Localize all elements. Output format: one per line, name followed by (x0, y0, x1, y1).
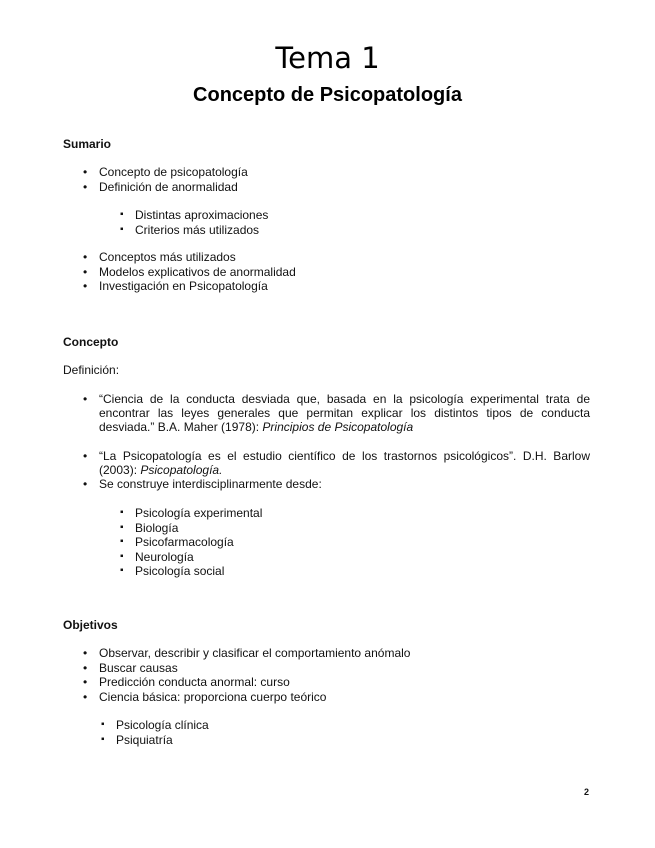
list-item: ▪ Psicología clínica (116, 718, 209, 733)
quote-source: Psicopatología. (140, 463, 223, 477)
list-item: ▪ Biología (135, 521, 262, 536)
objetivos-heading: Objetivos (63, 618, 118, 632)
sumario-sublist (135, 208, 268, 237)
quote-source: Principios de Psicopatología (262, 420, 414, 434)
list-item: ▪ Psiquiatría (116, 733, 209, 748)
list-item (99, 449, 590, 477)
definicion-label: Definición: (63, 363, 120, 377)
list-item: ▪ Distintas aproximaciones (135, 208, 268, 223)
page-subtitle: Concepto de Psicopatología (193, 84, 462, 106)
objetivos-list (99, 646, 410, 704)
list-item: • Modelos explicativos de anormalidad (99, 265, 296, 280)
list-item: ▪ Criterios más utilizados (135, 223, 268, 238)
sumario-list-a (99, 165, 248, 194)
sumario-heading: Sumario (63, 137, 112, 151)
list-item: • Definición de anormalidad (99, 180, 248, 195)
concepto-heading: Concepto (63, 335, 119, 349)
list-item: ▪ Psicofarmacología (135, 535, 262, 550)
list-item: • Observar, describir y clasificar el comportamiento anómalo (99, 646, 410, 661)
list-item: • Conceptos más utilizados (99, 250, 296, 265)
list-item (99, 392, 590, 434)
list-item: ▪ Psicología social (135, 564, 262, 579)
disciplinas-list (135, 506, 262, 579)
list-item: • Predicción conducta anormal: curso (99, 675, 410, 690)
list-item: ▪ Neurología (135, 550, 262, 565)
list-item: • Buscar causas (99, 661, 410, 676)
quote-list-1 (99, 392, 590, 434)
list-item: • Concepto de psicopatología (99, 165, 248, 180)
list-item: ▪ Psicología experimental (135, 506, 262, 521)
quote-text: “Ciencia de la conducta desviada que, basada en la psicología experimental trata de encontrar las leyes generales que permitan explicar los distintos tipos de conducta desviada.” B.A. Maher (1978): (99, 392, 590, 434)
quote-text: “La Psicopatología es el estudio científico de los trastornos psicológicos”. D.H. Barlow (2003): (99, 449, 590, 477)
list-item: • Se construye interdisciplinarmente desde: (99, 477, 590, 491)
sumario-list-b (99, 250, 296, 294)
quote-list-2 (99, 449, 590, 491)
page-title: Tema 1 (275, 41, 380, 75)
list-item: • Ciencia básica: proporciona cuerpo teórico (99, 690, 410, 705)
list-item: • Investigación en Psicopatología (99, 279, 296, 294)
objetivos-sublist (116, 718, 209, 747)
page-number: 2 (584, 787, 590, 797)
